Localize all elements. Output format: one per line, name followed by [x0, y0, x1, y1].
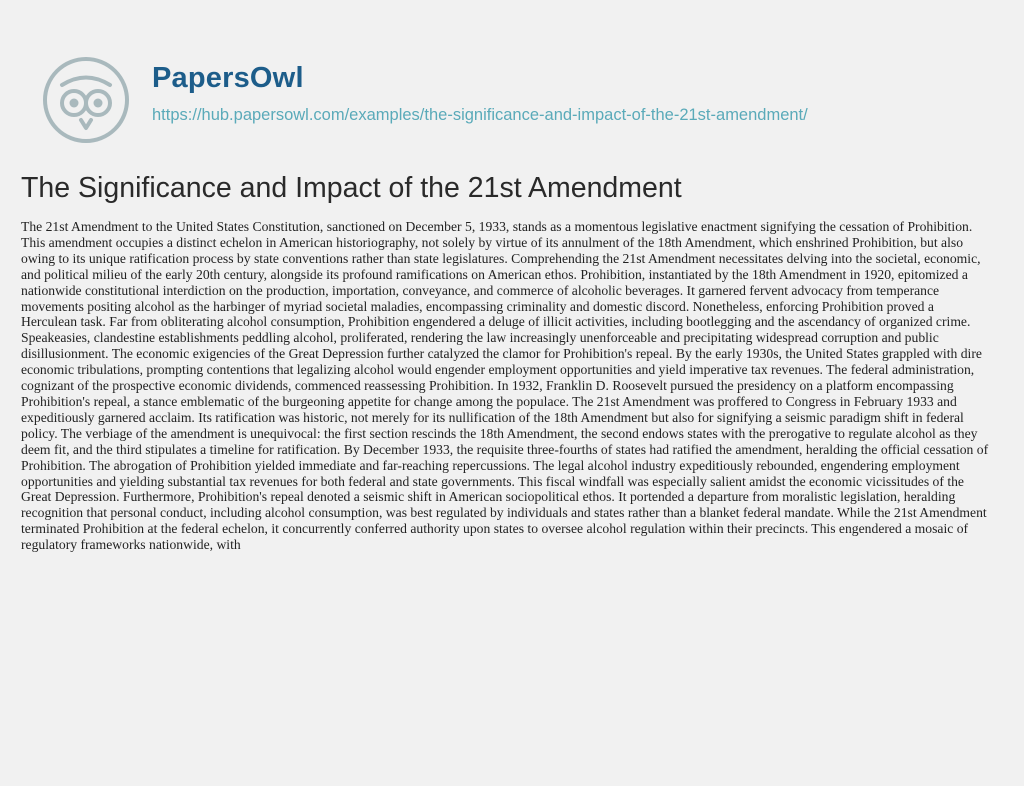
article-body: The 21st Amendment to the United States Constitution, sanctioned on December 5, 1933, stands as a momentous legislative enactment signifying the cessation of Prohibition. This amendment occupies a distinct echelon in American historiography, not solely by virtue of its annulment of the 18th Amendment, which enshrined Prohibition, but also owing to its unique ratification process by state conventions rather than state legislatures. Comprehending the 21st Amendment necessitates delving into the societal, economic, and political milieu of the early 20th century, alongside its profound ramifications on American ethos. Prohibition, instantiated by the 18th Amendment in 1920, epitomized a nationwide constitutional interdiction on the production, importation, conveyance, and commerce of alcoholic beverages. It garnered fervent advocacy from temperance movements positing alcohol as the harbinger of myriad societal maladies, encompassing criminality and domestic discord. Nonetheless, enforcing Prohibition proved a Herculean task. Far from obliterating alcohol consumption, Prohibition engendered a deluge of illicit activities, including bootlegging and the ascendancy of organized crime. Speakeasies, clandestine establishments peddling alcohol, proliferated, rendering the law increasingly unenforceable and precipitating widespread corruption and public disillusionment. The economic exigencies of the Great Depression further catalyzed the clamor for Prohibition's repeal. By the early 1930s, the United States grappled with dire economic tribulations, prompting contentions that legalizing alcohol would engender employment opportunities and yield imperative tax revenues. The federal administration, cognizant of the prospective economic dividends, commenced reassessing Prohibition. In 1932, Franklin D. Roosevelt pursued the presidency on a platform encompassing Prohibition's repeal, a stance emblematic of the burgeoning appetite for change among the populace. The 21st Amendment was proffered to Congress in February 1933 and expeditiously garnered acclaim. Its ratification was historic, not merely for its nullification of the 18th Amendment but also for signifying a seismic paradigm shift in federal policy. The verbiage of the amendment is unequivocal: the first section rescinds the 18th Amendment, the second endows states with the prerogative to regulate alcohol as they deem fit, and the third stipulates a timeline for ratification. By December 1933, the requisite three-fourths of states had ratified the amendment, heralding the official cessation of Prohibition. The abrogation of Prohibition yielded immediate and far-reaching repercussions. The legal alcohol industry expeditiously rebounded, engendering employment opportunities and yielding substantial tax revenues for both federal and state governments. This fiscal windfall was especially salient amidst the economic vicissitudes of the Great Depression. Furthermore, Prohibition's repeal denoted a seismic shift in American sociopolitical ethos. It portended a departure from moralistic legislation, heralding recognition that personal conduct, including alcohol consumption, was best regulated by individuals and states rather than a blanket federal mandate. While the 21st Amendment terminated Prohibition at the federal echelon, it concurrently conferred authority upon states to oversee alcohol regulation within their precincts. This engendered a mosaic of regulatory frameworks nationwide, with — [21, 219, 989, 553]
brand-name: PapersOwl — [152, 62, 304, 94]
page-header — [0, 0, 1024, 160]
source-url[interactable]: https://hub.papersowl.com/examples/the-significance-and-impact-of-the-21st-amendment/ — [152, 106, 808, 124]
owl-icon — [40, 54, 132, 146]
article-title: The Significance and Impact of the 21st Amendment — [21, 172, 682, 204]
